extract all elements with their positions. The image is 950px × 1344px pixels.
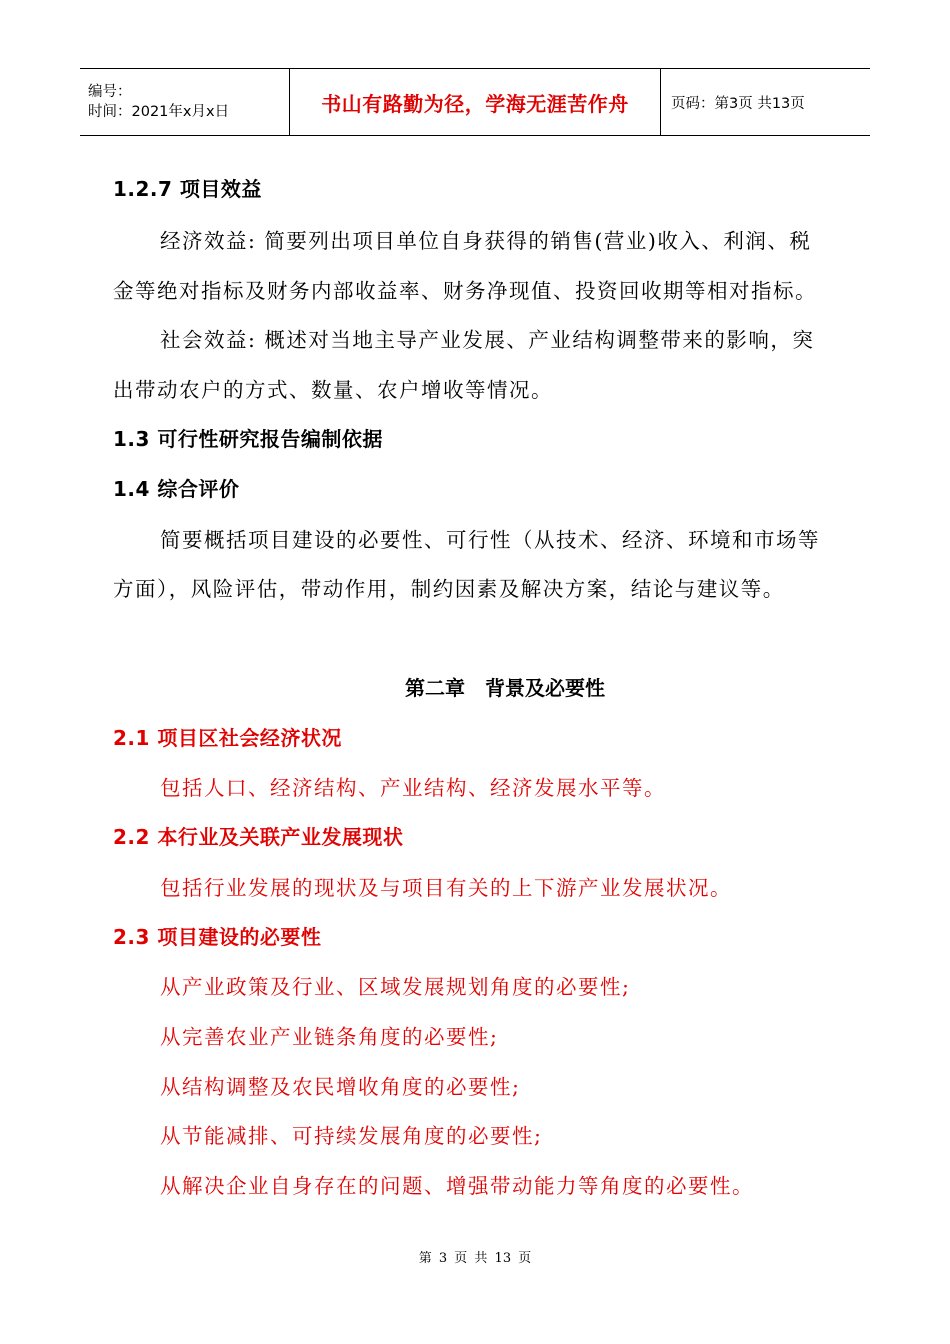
section-1-2-7-title: 1.2.7 项目效益 <box>113 177 262 201</box>
section-2-2-title: 2.2 本行业及关联产业发展现状 <box>113 825 404 849</box>
header-meta <box>80 69 290 136</box>
economic-benefit-line-1: 经济效益: 简要列出项目单位自身获得的销售(营业)收入、利润、税 <box>160 229 812 253</box>
motto: 书山有路勤为径，学海无涯苦作舟 <box>321 91 629 116</box>
number-label: 编号： <box>88 84 132 100</box>
section-2-3-title: 2.3 项目建设的必要性 <box>113 925 322 949</box>
evaluation-line-2: 方面），风险评估，带动作用，制约因素及解决方案，结论与建议等。 <box>113 577 785 601</box>
necessity-item: 从结构调整及农民增收角度的必要性; <box>160 1075 521 1099</box>
chapter-2-title: 第二章 背景及必要性 <box>405 676 605 700</box>
evaluation-line-1: 简要概括项目建设的必要性、可行性（从技术、经济、环境和市场等 <box>160 528 820 552</box>
page-header <box>80 68 870 136</box>
time-label: 时间：2021年x月x日 <box>88 104 230 120</box>
page-footer: 第 3 页 共 13 页 <box>418 1251 532 1266</box>
economic-benefit-line-2: 金等绝对指标及财务内部收益率、财务净现值、投资回收期等相对指标。 <box>113 279 817 303</box>
header-page-code: 页码：第3页 共13页 <box>661 69 871 136</box>
necessity-item: 从完善农业产业链条角度的必要性; <box>160 1025 499 1049</box>
section-2-1-body: 包括人口、经济结构、产业结构、经济发展水平等。 <box>160 776 666 800</box>
social-benefit-line-1: 社会效益: 概述对当地主导产业发展、产业结构调整带来的影响，突 <box>160 328 815 352</box>
section-1-3-title: 1.3 可行性研究报告编制依据 <box>113 427 383 451</box>
section-1-4-title: 1.4 综合评价 <box>113 477 240 501</box>
necessity-item: 从节能减排、可持续发展角度的必要性; <box>160 1124 543 1148</box>
social-benefit-line-2: 出带动农户的方式、数量、农户增收等情况。 <box>113 378 553 402</box>
necessity-item: 从产业政策及行业、区域发展规划角度的必要性; <box>160 975 631 999</box>
section-2-1-title: 2.1 项目区社会经济状况 <box>113 726 342 750</box>
section-2-2-body: 包括行业发展的现状及与项目有关的上下游产业发展状况。 <box>160 876 732 900</box>
necessity-item: 从解决企业自身存在的问题、增强带动能力等角度的必要性。 <box>160 1174 754 1198</box>
header-motto-cell <box>290 69 661 136</box>
